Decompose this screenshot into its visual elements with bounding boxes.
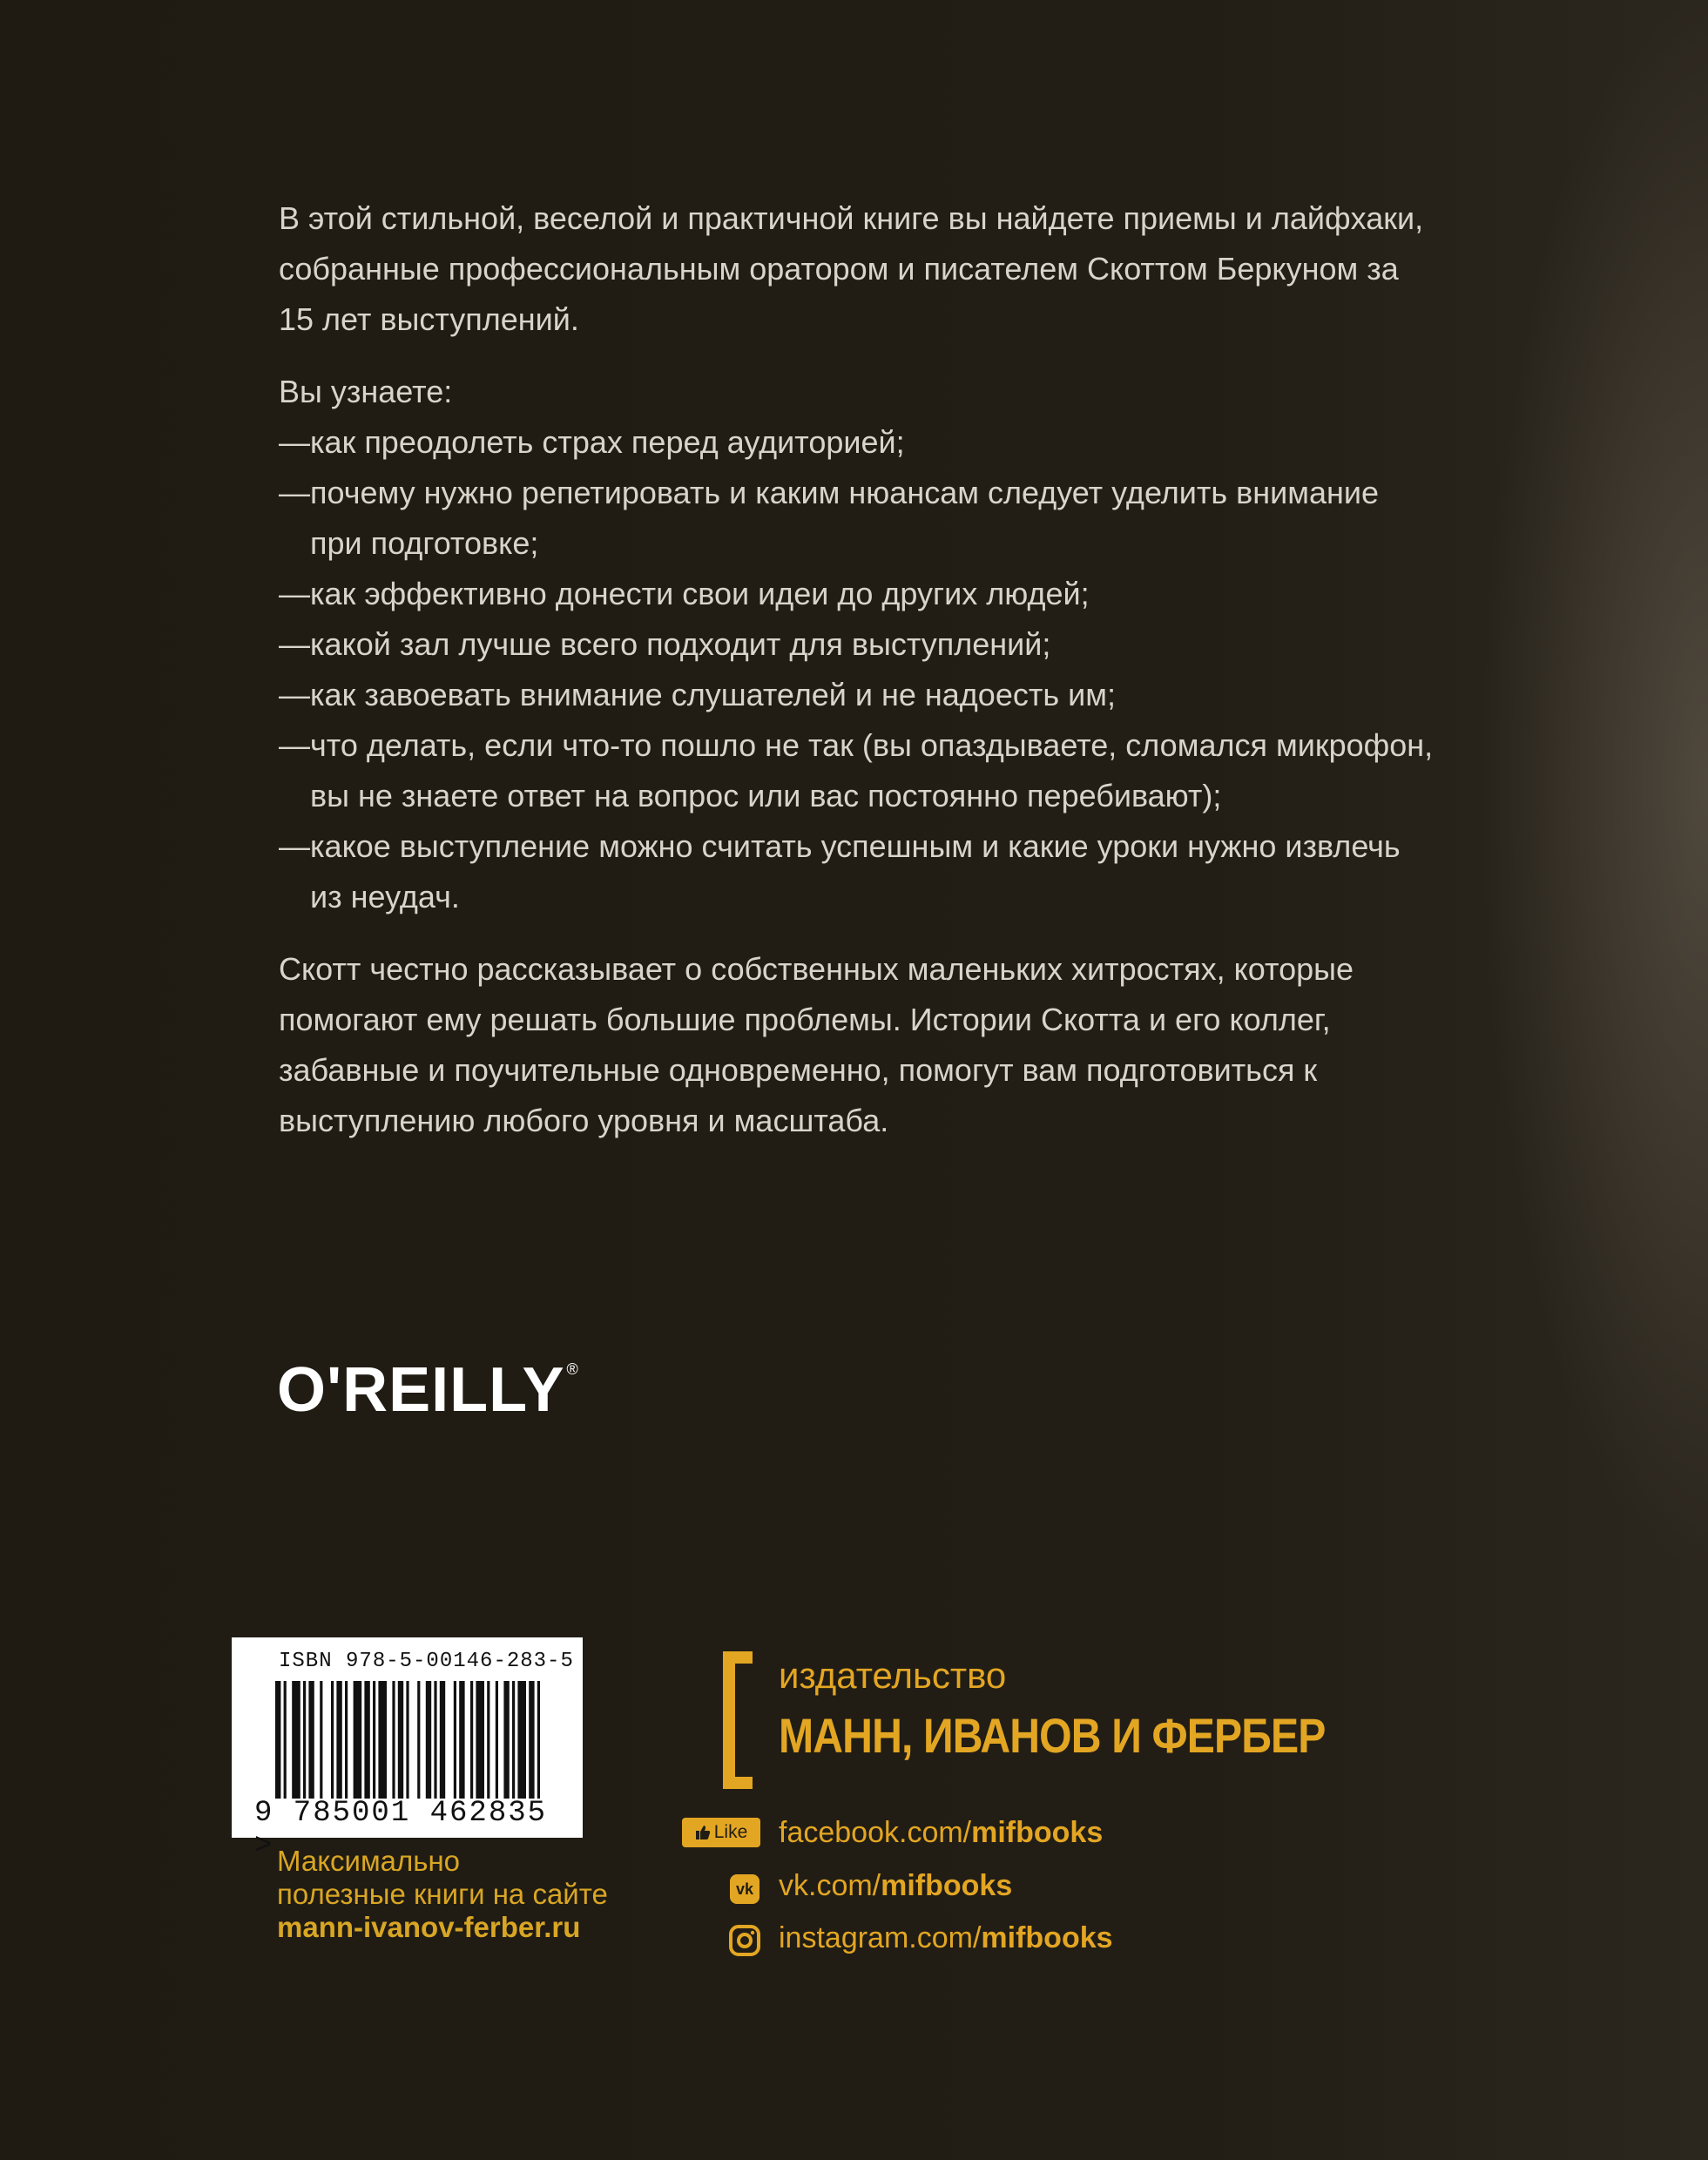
blurb bbox=[279, 193, 1437, 1168]
instagram-link[interactable]: instagram.com/mifbooks bbox=[779, 1920, 1113, 1954]
tagline-line1: Максимально bbox=[277, 1845, 461, 1877]
list-item: —как эффективно донести свои идеи до других людей; bbox=[279, 569, 1437, 619]
thumbs-up-icon bbox=[695, 1825, 711, 1840]
bracket-icon bbox=[723, 1651, 753, 1789]
dash: — bbox=[279, 626, 310, 662]
dash: — bbox=[279, 727, 310, 763]
registered-mark: ® bbox=[566, 1360, 579, 1378]
vk-link[interactable]: vk.com/mifbooks bbox=[779, 1868, 1013, 1902]
publisher-name: МАНН, ИВАНОВ И ФЕРБЕР bbox=[779, 1708, 1326, 1763]
dash: — bbox=[279, 828, 310, 864]
list-item: —как преодолеть страх перед аудиторией; bbox=[279, 417, 1437, 468]
barcode-bars-icon bbox=[275, 1681, 545, 1799]
tagline-line2: полезные книги на сайте bbox=[277, 1878, 608, 1910]
list-item: —какое выступление можно считать успешным и какие уроки нужно извлечь из неудач. bbox=[279, 821, 1437, 922]
list-item: —что делать, если что-то пошло не так (вы опаздываете, сломался микрофон, вы не знаете ответ на вопрос или вас постоянно перебивают); bbox=[279, 720, 1437, 821]
isbn-number: ISBN 978-5-00146-283-5 bbox=[279, 1650, 574, 1673]
barcode-digits: 9 785001 462835 > bbox=[254, 1797, 548, 1863]
blurb-intro: В этой стильной, веселой и практичной книге вы найдете приемы и лайфхаки, собранные профессиональным оратором и писателем Скоттом Беркуном за 15 лет выступлений. bbox=[279, 200, 1424, 337]
publisher-label: издательство bbox=[779, 1655, 1007, 1696]
blurb-closing: Скотт честно рассказывает о собственных маленьких хитростях, которые помогают ему решать большие проблемы. Истории Скотта и его коллег, забавные и поучительные одновременно, помогут вам подготовиться к выступлению любого уровня и масштаба. bbox=[279, 951, 1354, 1138]
instagram-icon[interactable] bbox=[728, 1924, 761, 1957]
benefits-list bbox=[279, 417, 1437, 922]
facebook-like-icon[interactable]: Like bbox=[682, 1818, 760, 1847]
list-item: —почему нужно репетировать и каким нюансам следует уделить внимание при подготовке; bbox=[279, 468, 1437, 569]
tagline bbox=[277, 1845, 608, 1944]
dash: — bbox=[279, 576, 310, 611]
dash: — bbox=[279, 475, 310, 510]
list-item: —какой зал лучше всего подходит для выступлений; bbox=[279, 619, 1437, 670]
list-heading: Вы узнаете: bbox=[279, 374, 453, 409]
dash: — bbox=[279, 677, 310, 712]
facebook-link[interactable]: facebook.com/mifbooks bbox=[779, 1815, 1104, 1849]
oreilly-logo: O'REILLY ® bbox=[277, 1355, 579, 1425]
list-item: —как завоевать внимание слушателей и не надоесть им; bbox=[279, 670, 1437, 720]
website-link[interactable]: mann-ivanov-ferber.ru bbox=[277, 1911, 581, 1943]
dash: — bbox=[279, 424, 310, 460]
vk-icon[interactable]: vk bbox=[730, 1874, 759, 1904]
